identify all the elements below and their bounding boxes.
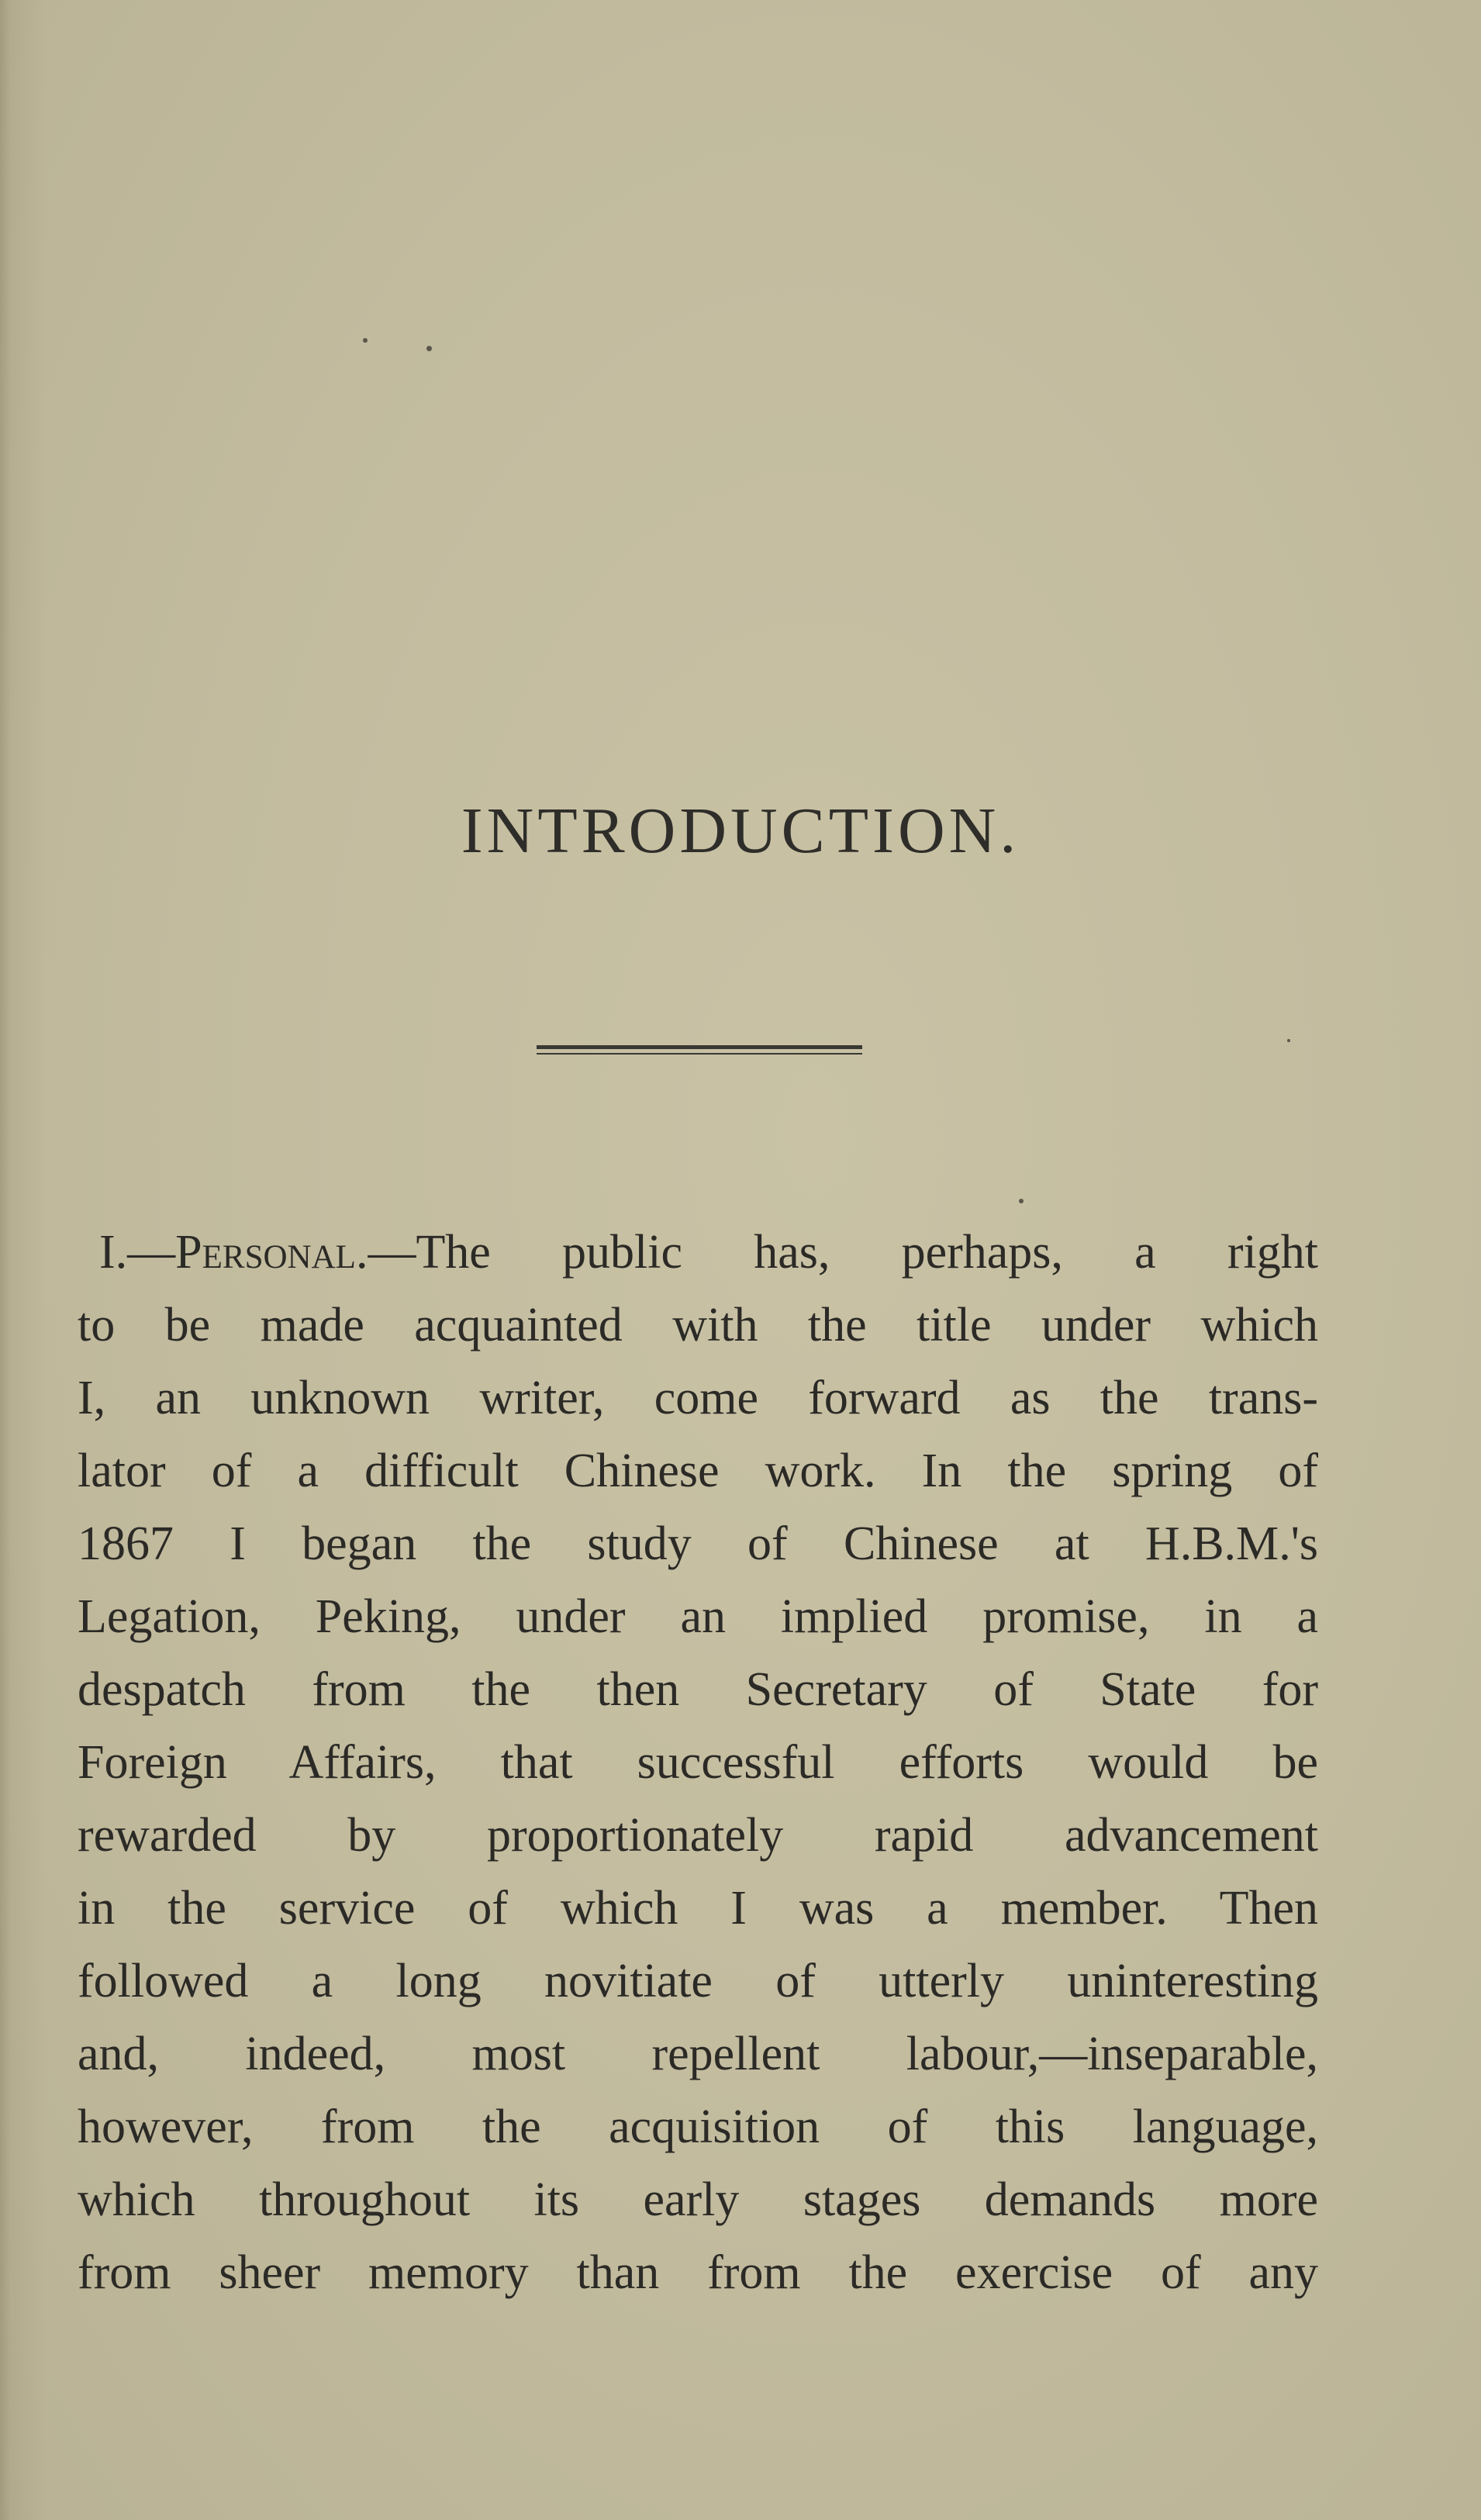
paper-speck: [1287, 1039, 1290, 1042]
paper-speck: [363, 338, 368, 343]
text-line: I, an unknown writer, come forward as the trans-: [78, 1372, 1318, 1424]
body-paragraph: [78, 1216, 1318, 2309]
text-line: followed a long novitiate of utterly uninteresting: [78, 1955, 1318, 2007]
rule-thin-line: [537, 1053, 862, 1055]
section-title: Personal: [175, 1226, 356, 1279]
section-numeral: I.—: [99, 1226, 176, 1279]
text-line: 1867 I began the study of Chinese at H.B.M.'s: [78, 1517, 1318, 1570]
paper-speck: [1019, 1199, 1024, 1203]
text-line: which throughout its early stages demands more: [78, 2173, 1318, 2226]
rule-thick-line: [537, 1045, 862, 1049]
text-line: in the service of which I was a member. Then: [78, 1882, 1318, 1935]
first-line-text: .—The public has, perhaps, a right: [355, 1226, 1318, 1279]
paragraph-first-line: [78, 1216, 1318, 1289]
text-line: lator of a difficult Chinese work. In the spring of: [78, 1445, 1318, 1497]
text-line: to be made acquainted with the title under which: [78, 1299, 1318, 1351]
text-line: despatch from the then Secretary of State for: [78, 1663, 1318, 1716]
text-line: Legation, Peking, under an implied promise, in a: [78, 1590, 1318, 1643]
paper-speck: [426, 346, 432, 351]
text-line: Foreign Affairs, that successful efforts would be: [78, 1736, 1318, 1789]
text-line: rewarded by proportionately rapid advancement: [78, 1809, 1318, 1862]
chapter-heading: INTRODUCTION.: [461, 795, 1020, 867]
heading-double-rule: [537, 1045, 862, 1058]
text-line: from sheer memory than from the exercise of any: [78, 2246, 1318, 2299]
text-line: and, indeed, most repellent labour,—inseparable,: [78, 2028, 1318, 2080]
text-line: however, from the acquisition of this language,: [78, 2101, 1318, 2153]
